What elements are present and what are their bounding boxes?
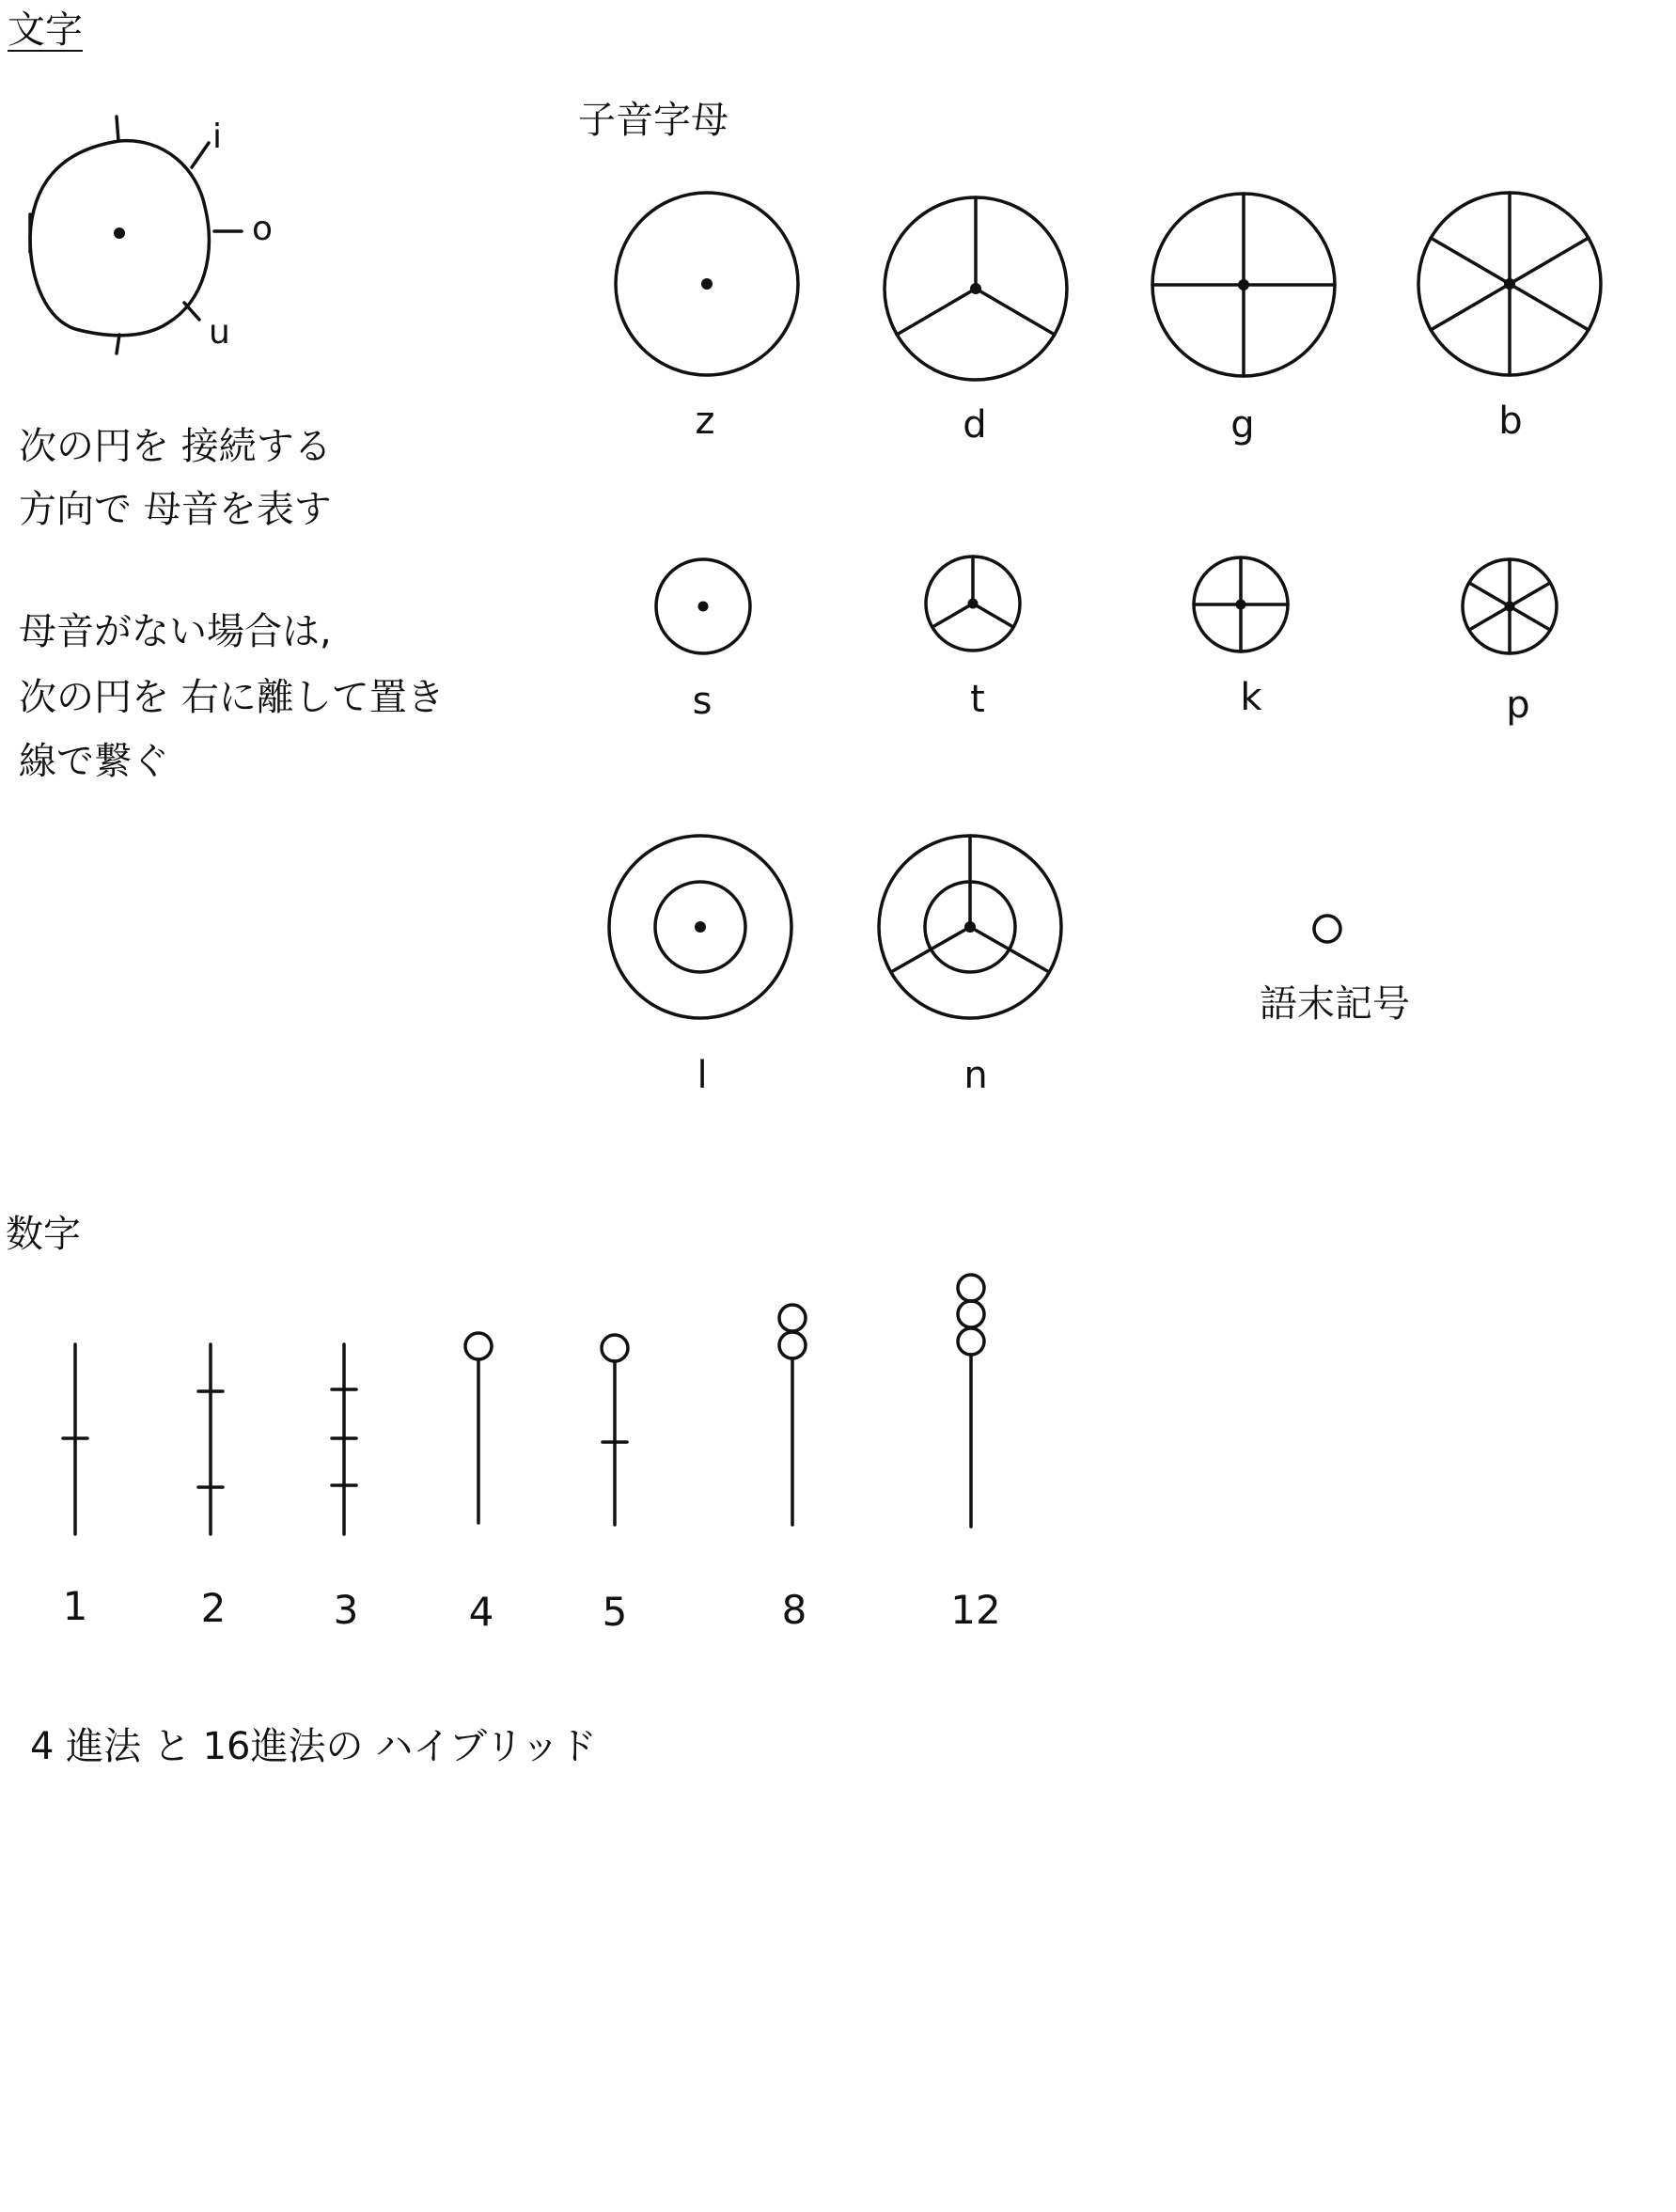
note-line-4: 次の円を 右に離して置き [19, 676, 445, 719]
consonants-heading: 子音字母 [578, 99, 728, 142]
consonant-label-g: g [1230, 403, 1255, 447]
numeral-glyph-4 [465, 1333, 492, 1523]
consonant-label-k: k [1240, 676, 1262, 719]
consonant-label-z: z [695, 400, 715, 443]
vowel-tick-top [117, 117, 118, 141]
note-line-2: 方向で 母音を表す [19, 488, 332, 531]
consonant-label-p: p [1506, 683, 1530, 727]
numeral-glyph-2 [198, 1344, 223, 1534]
numeral-glyph-1 [63, 1344, 87, 1534]
vowel-label-u: u [209, 313, 230, 352]
numeral-label-1: 1 [62, 1583, 88, 1629]
glyph-t [926, 557, 1020, 651]
numeral-label-3: 3 [333, 1587, 359, 1633]
glyph-k [1194, 557, 1288, 651]
vowel-tick-i [192, 143, 209, 167]
word-end-symbol [1314, 916, 1340, 942]
vowel-label-i: i [212, 118, 223, 156]
consonant-label-d: d [963, 403, 987, 447]
vowel-tick-bottom [117, 335, 119, 353]
numeral-label-12: 12 [950, 1587, 1001, 1633]
numeral-note: 4 進法 と 16進法の ハイブリッド [30, 1725, 597, 1768]
glyph-d [885, 197, 1067, 380]
glyph-p [1463, 559, 1557, 653]
glyph-n [879, 836, 1061, 1018]
numeral-glyph-8 [779, 1305, 806, 1525]
numerals-heading: 数字 [6, 1213, 81, 1256]
numeral-glyph-12 [958, 1275, 984, 1527]
note-line-5: 線で繋ぐ [19, 740, 169, 783]
vowel-tick-u [184, 303, 199, 320]
vowel-label-o: o [252, 210, 274, 248]
word-end-label: 語末記号 [1260, 982, 1410, 1026]
letters-heading: 文字 [8, 8, 83, 52]
consonant-label-n: n [963, 1054, 988, 1097]
glyph-g [1152, 194, 1335, 376]
numeral-label-4: 4 [468, 1589, 494, 1635]
numeral-label-8: 8 [781, 1587, 807, 1633]
numeral-glyph-5 [602, 1335, 628, 1525]
consonant-label-t: t [970, 678, 985, 721]
note-line-1: 次の円を 接続する [19, 425, 332, 468]
numeral-label-2: 2 [200, 1585, 227, 1631]
glyph-s [656, 559, 750, 653]
glyph-z [616, 193, 798, 375]
glyph-b [1418, 193, 1601, 375]
vowel-direction-diagram [30, 117, 242, 353]
consonant-label-b: b [1498, 400, 1523, 443]
numeral-glyph-3 [332, 1344, 356, 1534]
consonant-label-l: l [697, 1054, 708, 1097]
numeral-label-5: 5 [602, 1589, 628, 1635]
note-line-3: 母音がない場合は, [19, 610, 332, 653]
glyph-l [609, 836, 791, 1018]
consonant-label-s: s [692, 680, 713, 723]
